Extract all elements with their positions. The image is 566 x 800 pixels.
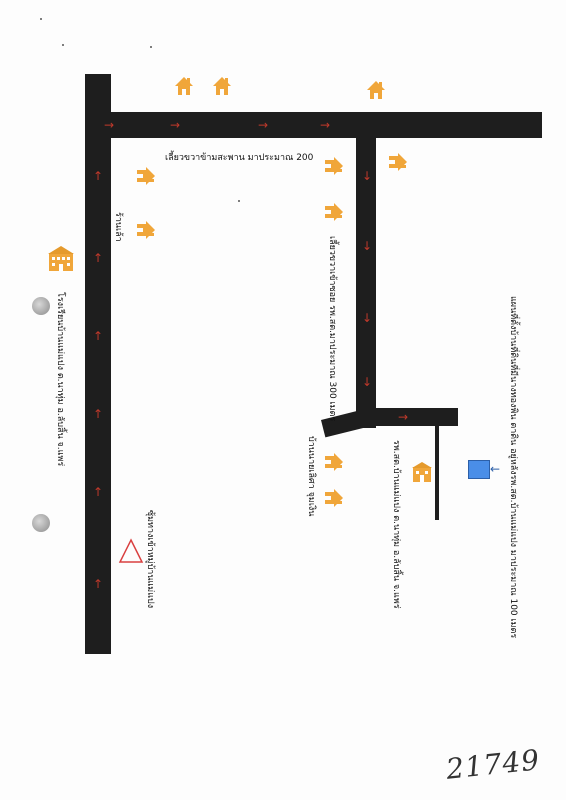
house-icon [322,450,346,474]
shop-label: ร้านเล้า [113,212,123,242]
health-center-icon [410,460,434,484]
house-icon [322,486,346,510]
direction-arrow-icon: → [104,118,115,132]
main-road-vertical-left [85,74,111,654]
direction-arrow-icon: ↑ [93,485,104,499]
direction-arrow-icon: → [320,118,331,132]
direction-arrow-icon: → [258,118,269,132]
destination-path [435,426,439,520]
handwritten-number: 21749 [444,743,542,786]
house-icon [134,164,158,188]
house-icon [134,218,158,242]
punch-hole [32,514,50,532]
school-building-icon [46,244,76,274]
direction-arrow-icon: ↓ [362,239,373,253]
destination-pointer-icon: ← [490,462,501,476]
paper-speck [40,18,42,20]
house-icon [322,154,346,178]
turn-right-bridge-label: เลี้ยวขวาข้ามสะพาน มาประมาณ 200 [165,153,314,163]
house-icon [364,78,388,102]
paper-speck [150,46,152,48]
direction-arrow-icon: ↓ [362,311,373,325]
turn-right-clinic-label: เลี้ยวขวาเข้าซอย รพ.สต.มาประมาณ 300 เมตร [327,236,337,422]
direction-arrow-icon: ↓ [362,169,373,183]
direction-arrow-icon: → [398,410,409,424]
temple-label: ซุ้มทางเข้าหมู่บ้านแม่แปง [145,510,155,609]
health-center-label: รพ.สต.บ้านแม่แปง ต.นาทุ่ม อ.ลับสิ้น จ.แพร่ [391,440,401,609]
house-icon [322,200,346,224]
school-label: โรงเรียนบ้านแม่แปง ต.นาทุ่ม อ.ลับสิ้น จ.แพร่ [55,292,65,467]
direction-arrow-icon: ↑ [93,577,104,591]
main-road-horizontal-top [85,112,542,138]
village-head-house-label: บ้านนายเลิศา จุมเงิน [306,436,316,517]
temple-triangle-icon [118,538,144,564]
destination-marker-icon [468,460,490,479]
direction-arrow-icon: → [170,118,181,132]
direction-arrow-icon: ↑ [93,329,104,343]
paper-speck [238,200,240,202]
paper-speck [62,44,64,46]
destination-note-label: แผนที่ตั้งบ้านที่ดินที่มีนางทองพิน ตาดิน อยู่หลังรพ.สต.บ้านแม่แปง มาประมาณ 100 เมตร [508,296,518,639]
punch-hole [32,297,50,315]
direction-arrow-icon: ↑ [93,169,104,183]
house-icon [172,74,196,98]
house-icon [210,74,234,98]
direction-arrow-icon: ↑ [93,407,104,421]
direction-arrow-icon: ↓ [362,375,373,389]
house-icon [386,150,410,174]
soi-road-branch-right [372,408,458,426]
direction-arrow-icon: ↑ [93,251,104,265]
